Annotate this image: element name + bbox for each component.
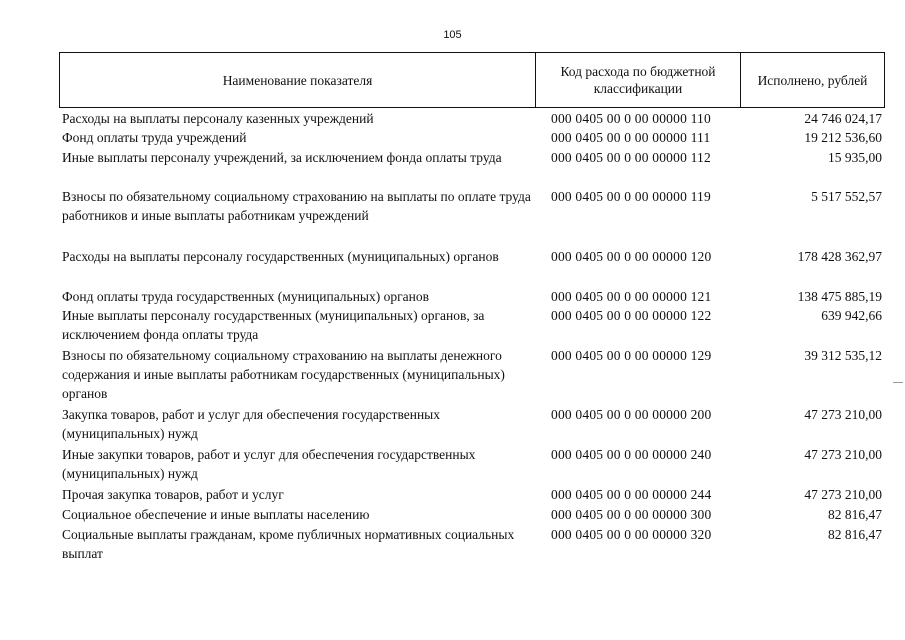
row-name: Расходы на выплаты персоналу казенных учреждений: [62, 111, 374, 126]
row-code: 000 0405 00 0 00 00000 121: [551, 289, 712, 304]
row-name: Социальное обеспечение и иные выплаты населению: [62, 507, 370, 522]
row-code: 000 0405 00 0 00 00000 240: [551, 447, 712, 462]
row-amount: 47 273 210,00: [804, 447, 882, 462]
row-amount: 82 816,47: [828, 527, 882, 542]
row-name: Фонд оплаты труда учреждений: [62, 130, 247, 145]
row-amount: 138 475 885,19: [797, 289, 882, 304]
header-executed-amount: Исполнено, рублей: [757, 72, 868, 88]
row-code: 000 0405 00 0 00 00000 129: [551, 348, 712, 363]
row-code: 000 0405 00 0 00 00000 111: [551, 130, 711, 145]
row-amount: 15 935,00: [828, 150, 882, 165]
row-name: Иные закупки товаров, работ и услуг для обеспечения государственных (муниципальных) нужд: [62, 447, 476, 481]
scan-mark: [893, 382, 903, 383]
header-indicator-name: Наименование показателя: [60, 53, 536, 107]
row-amount: 24 746 024,17: [804, 111, 882, 126]
row-code: 000 0405 00 0 00 00000 244: [551, 487, 712, 502]
row-amount: 5 517 552,57: [811, 189, 882, 204]
row-name: Иные выплаты персоналу государственных (муниципальных) органов, за исключением фонда оплаты труда: [62, 308, 485, 342]
row-name: Прочая закупка товаров, работ и услуг: [62, 487, 284, 502]
row-code: 000 0405 00 0 00 00000 112: [551, 150, 711, 165]
row-amount: 178 428 362,97: [797, 249, 882, 264]
row-name: Расходы на выплаты персоналу государственных (муниципальных) органов: [62, 249, 499, 264]
row-amount: 47 273 210,00: [804, 407, 882, 422]
row-code: 000 0405 00 0 00 00000 120: [551, 249, 712, 264]
row-name: Фонд оплаты труда государственных (муниципальных) органов: [62, 289, 429, 304]
row-code: 000 0405 00 0 00 00000 122: [551, 308, 712, 323]
row-name: Взносы по обязательному социальному страхованию на выплаты по оплате труда работников и иные выплаты работникам учреждений: [62, 189, 531, 223]
row-name: Закупка товаров, работ и услуг для обеспечения государственных (муниципальных) нужд: [62, 407, 441, 441]
row-code: 000 0405 00 0 00 00000 320: [551, 527, 712, 542]
row-code: 000 0405 00 0 00 00000 200: [551, 407, 712, 422]
row-name: Иные выплаты персоналу учреждений, за исключением фонда оплаты труда: [62, 150, 502, 165]
row-amount: 39 312 535,12: [804, 348, 882, 363]
row-amount: 82 816,47: [828, 507, 882, 522]
table-header: [59, 52, 885, 108]
page-number: 105: [443, 29, 462, 41]
row-amount: 19 212 536,60: [804, 130, 882, 145]
row-name: Социальные выплаты гражданам, кроме публичных нормативных социальных выплат: [62, 527, 515, 561]
row-code: 000 0405 00 0 00 00000 119: [551, 189, 711, 204]
row-amount: 47 273 210,00: [804, 487, 882, 502]
row-code: 000 0405 00 0 00 00000 300: [551, 507, 712, 522]
row-name: Взносы по обязательному социальному страхованию на выплаты денежного содержания и иные выплаты работникам государственных (муниципальных) органов: [62, 348, 505, 401]
row-code: 000 0405 00 0 00 00000 110: [551, 111, 711, 126]
row-amount: 639 942,66: [821, 308, 882, 323]
header-budget-code: Код расхода по бюджетной классификации: [536, 53, 741, 107]
